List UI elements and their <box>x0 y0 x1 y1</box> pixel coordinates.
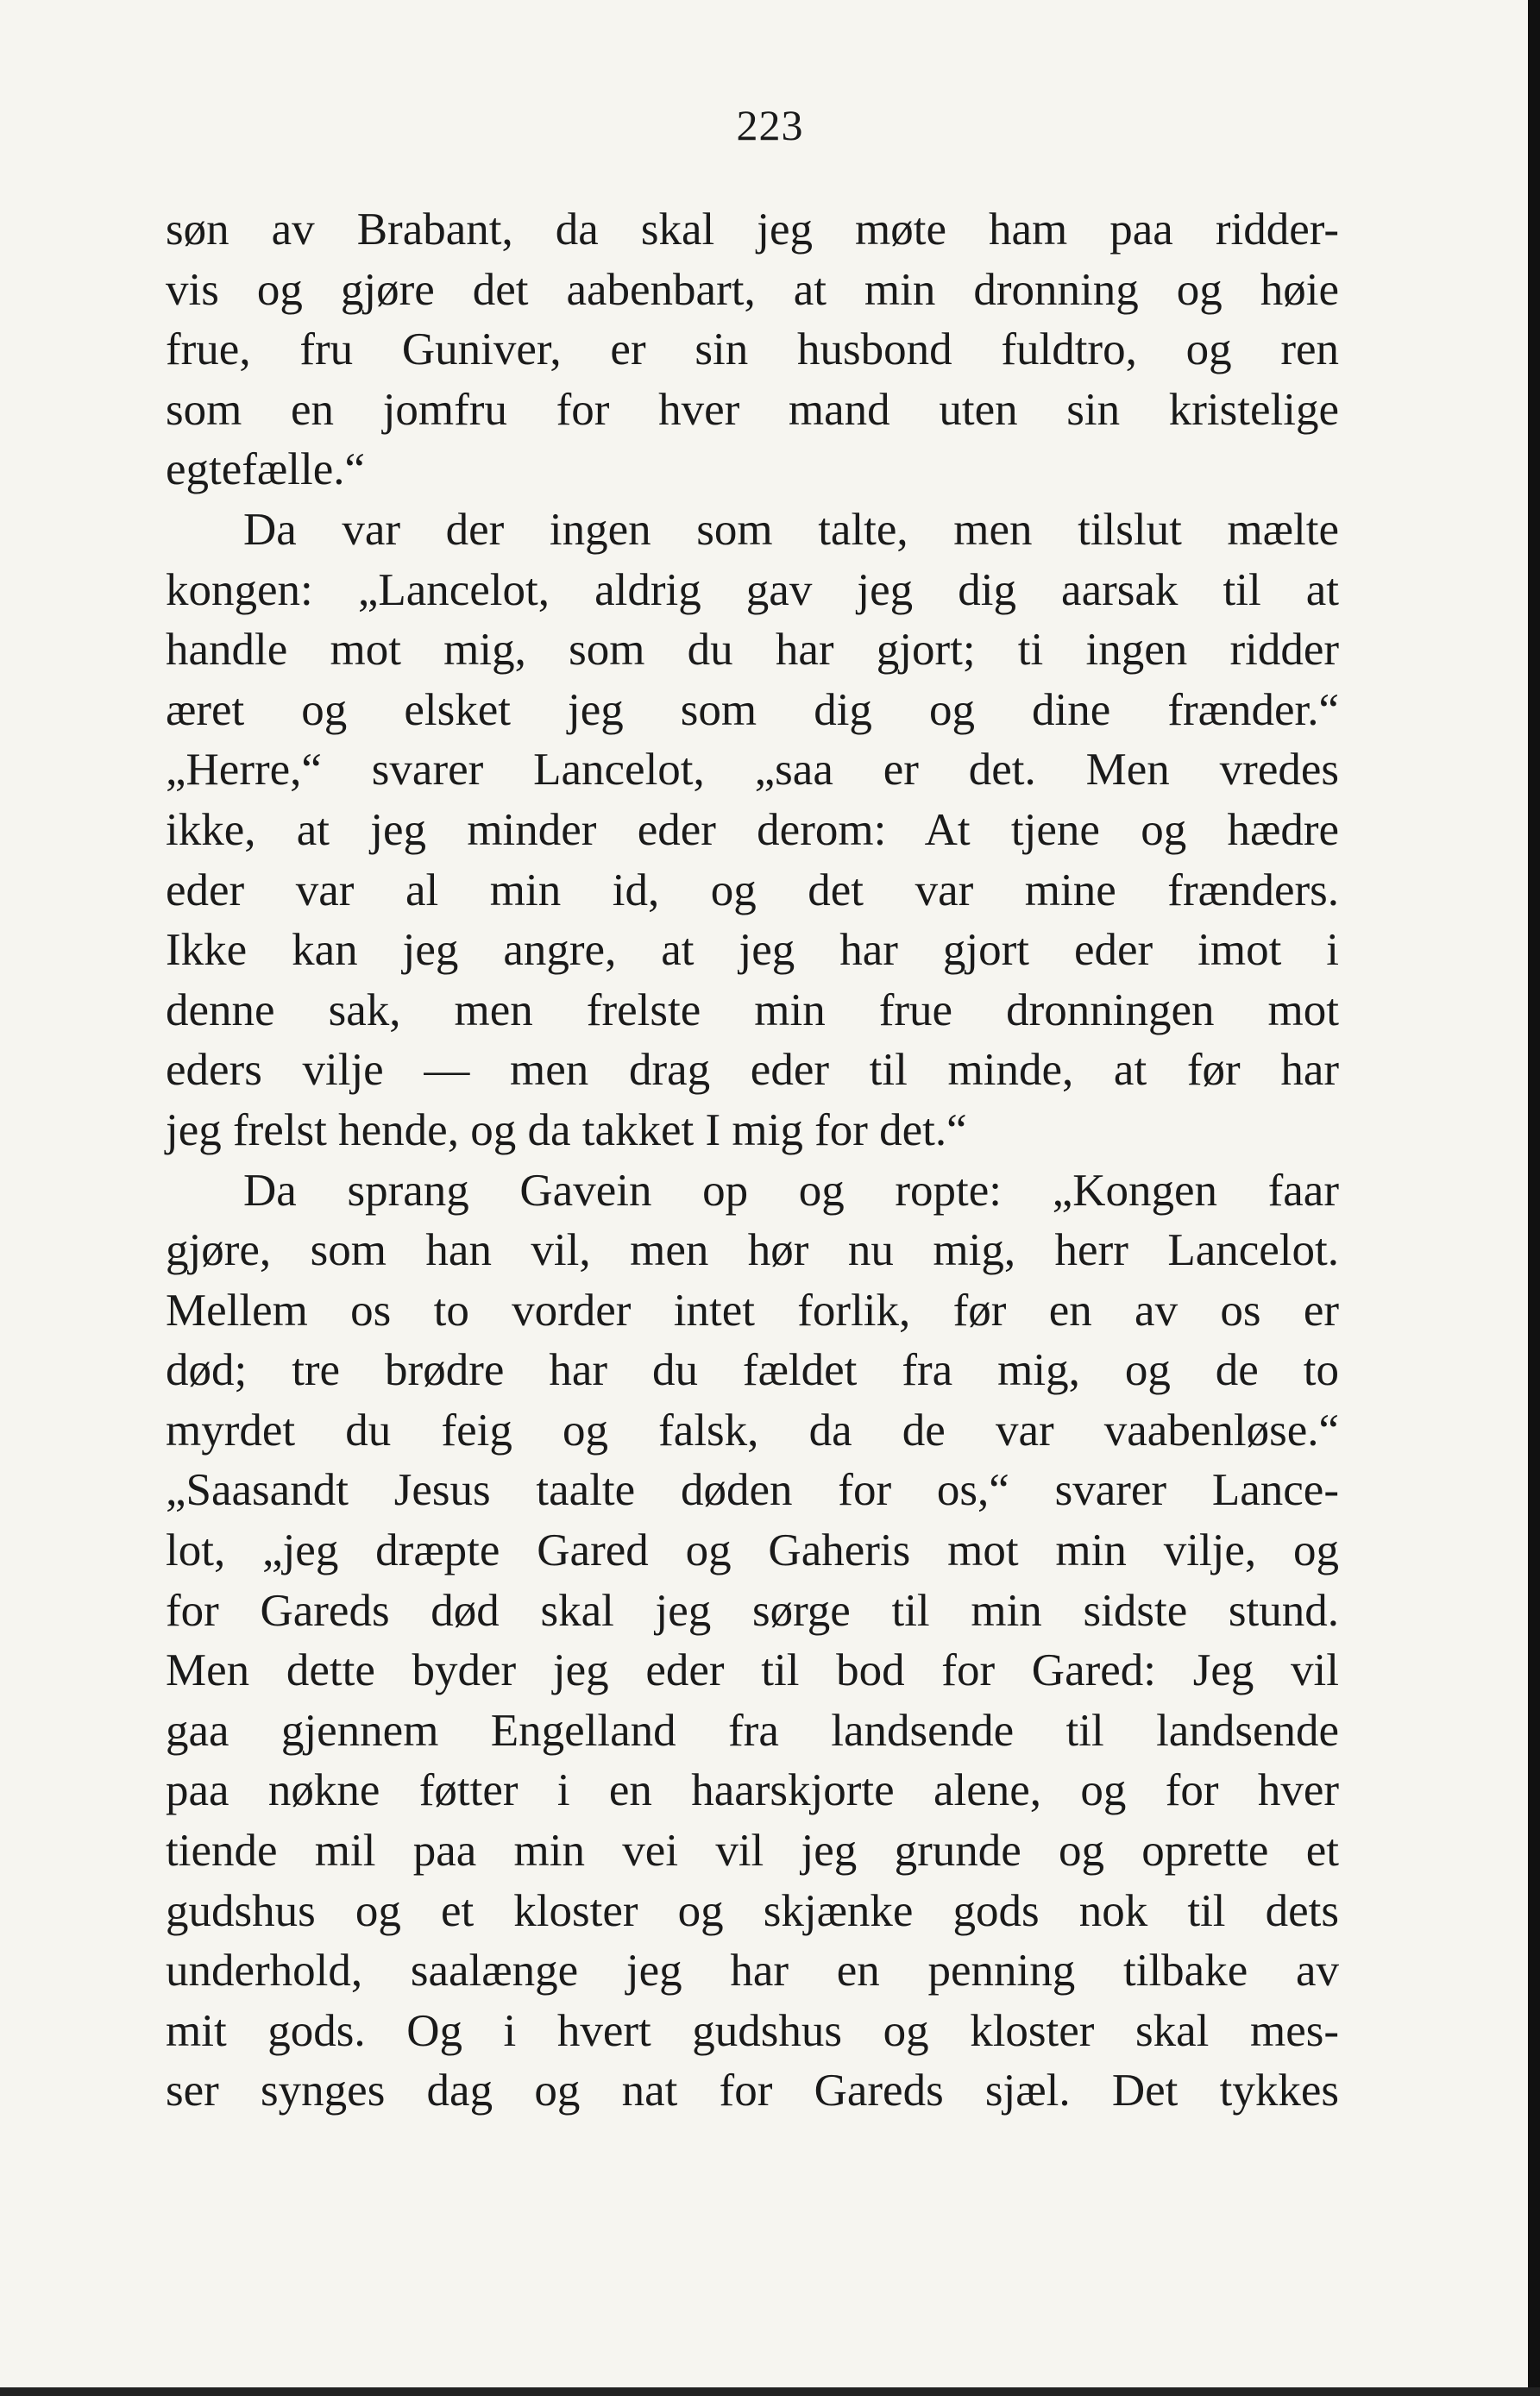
page-edge-bottom <box>0 2387 1540 2396</box>
text-line: egtefælle.“ <box>166 444 366 495</box>
text-line: „Saasandt Jesus taalte døden for os,“ svarer Lance- <box>166 1465 1339 1516</box>
text-line: vis og gjøre det aabenbart, at min dronning og høie <box>166 264 1339 315</box>
text-line: frue, fru Guniver, er sin husbond fuldtro, og ren <box>166 324 1339 375</box>
body-text <box>166 200 1339 2122</box>
text-line: gaa gjennem Engelland fra landsende til landsende <box>166 1705 1339 1756</box>
text-line: eder var al min id, og det var mine frænders. <box>166 865 1339 915</box>
text-line: lot, „jeg dræpte Gared og Gaheris mot min vilje, og <box>166 1525 1339 1576</box>
text-line: handle mot mig, som du har gjort; ti ingen ridder <box>166 625 1339 676</box>
text-line: mit gods. Og i hvert gudshus og kloster skal mes- <box>166 2005 1339 2056</box>
text-line: Da sprang Gavein op og ropte: „Kongen faar <box>243 1165 1339 1216</box>
text-line: myrdet du feig og falsk, da de var vaabenløse.“ <box>166 1405 1339 1456</box>
text-line: Ikke kan jeg angre, at jeg har gjort eder imot i <box>166 925 1339 976</box>
text-line: eders vilje — men drag eder til minde, at før har <box>166 1045 1339 1096</box>
text-line: tiende mil paa min vei vil jeg grunde og oprette et <box>166 1826 1339 1877</box>
text-line: for Gareds død skal jeg sørge til min sidste stund. <box>166 1585 1339 1636</box>
page-edge-right <box>1528 0 1540 2396</box>
text-line: paa nøkne føtter i en haarskjorte alene, og for hver <box>166 1765 1339 1816</box>
text-line: Mellem os to vorder intet forlik, før en av os er <box>166 1285 1339 1336</box>
text-line: Men dette byder jeg eder til bod for Gared: Jeg vil <box>166 1645 1339 1696</box>
text-line: ikke, at jeg minder eder derom: At tjene og hædre <box>166 804 1339 855</box>
page-number: 223 <box>736 101 804 149</box>
text-line: som en jomfru for hver mand uten sin kristelige <box>166 384 1339 435</box>
text-line: „Herre,“ svarer Lancelot, „saa er det. Men vredes <box>166 745 1339 796</box>
text-line: ser synges dag og nat for Gareds sjæl. Det tykkes <box>166 2066 1339 2116</box>
text-line: kongen: „Lancelot, aldrig gav jeg dig aarsak til at <box>166 564 1339 615</box>
text-line: jeg frelst hende, og da takket I mig for det.“ <box>166 1104 967 1155</box>
text-line: Da var der ingen som talte, men tilslut mælte <box>243 504 1339 555</box>
text-line: gjøre, som han vil, men hør nu mig, herr Lancelot. <box>166 1225 1339 1276</box>
text-line: gudshus og et kloster og skjænke gods nok til dets <box>166 1885 1339 1936</box>
text-line: søn av Brabant, da skal jeg møte ham paa ridder- <box>166 204 1339 255</box>
text-line: død; tre brødre har du fældet fra mig, og de to <box>166 1345 1339 1396</box>
text-line: æret og elsket jeg som dig og dine frænder.“ <box>166 684 1339 735</box>
text-line: underhold, saalænge jeg har en penning tilbake av <box>166 1946 1339 1997</box>
text-line: denne sak, men frelste min frue dronningen mot <box>166 984 1339 1035</box>
